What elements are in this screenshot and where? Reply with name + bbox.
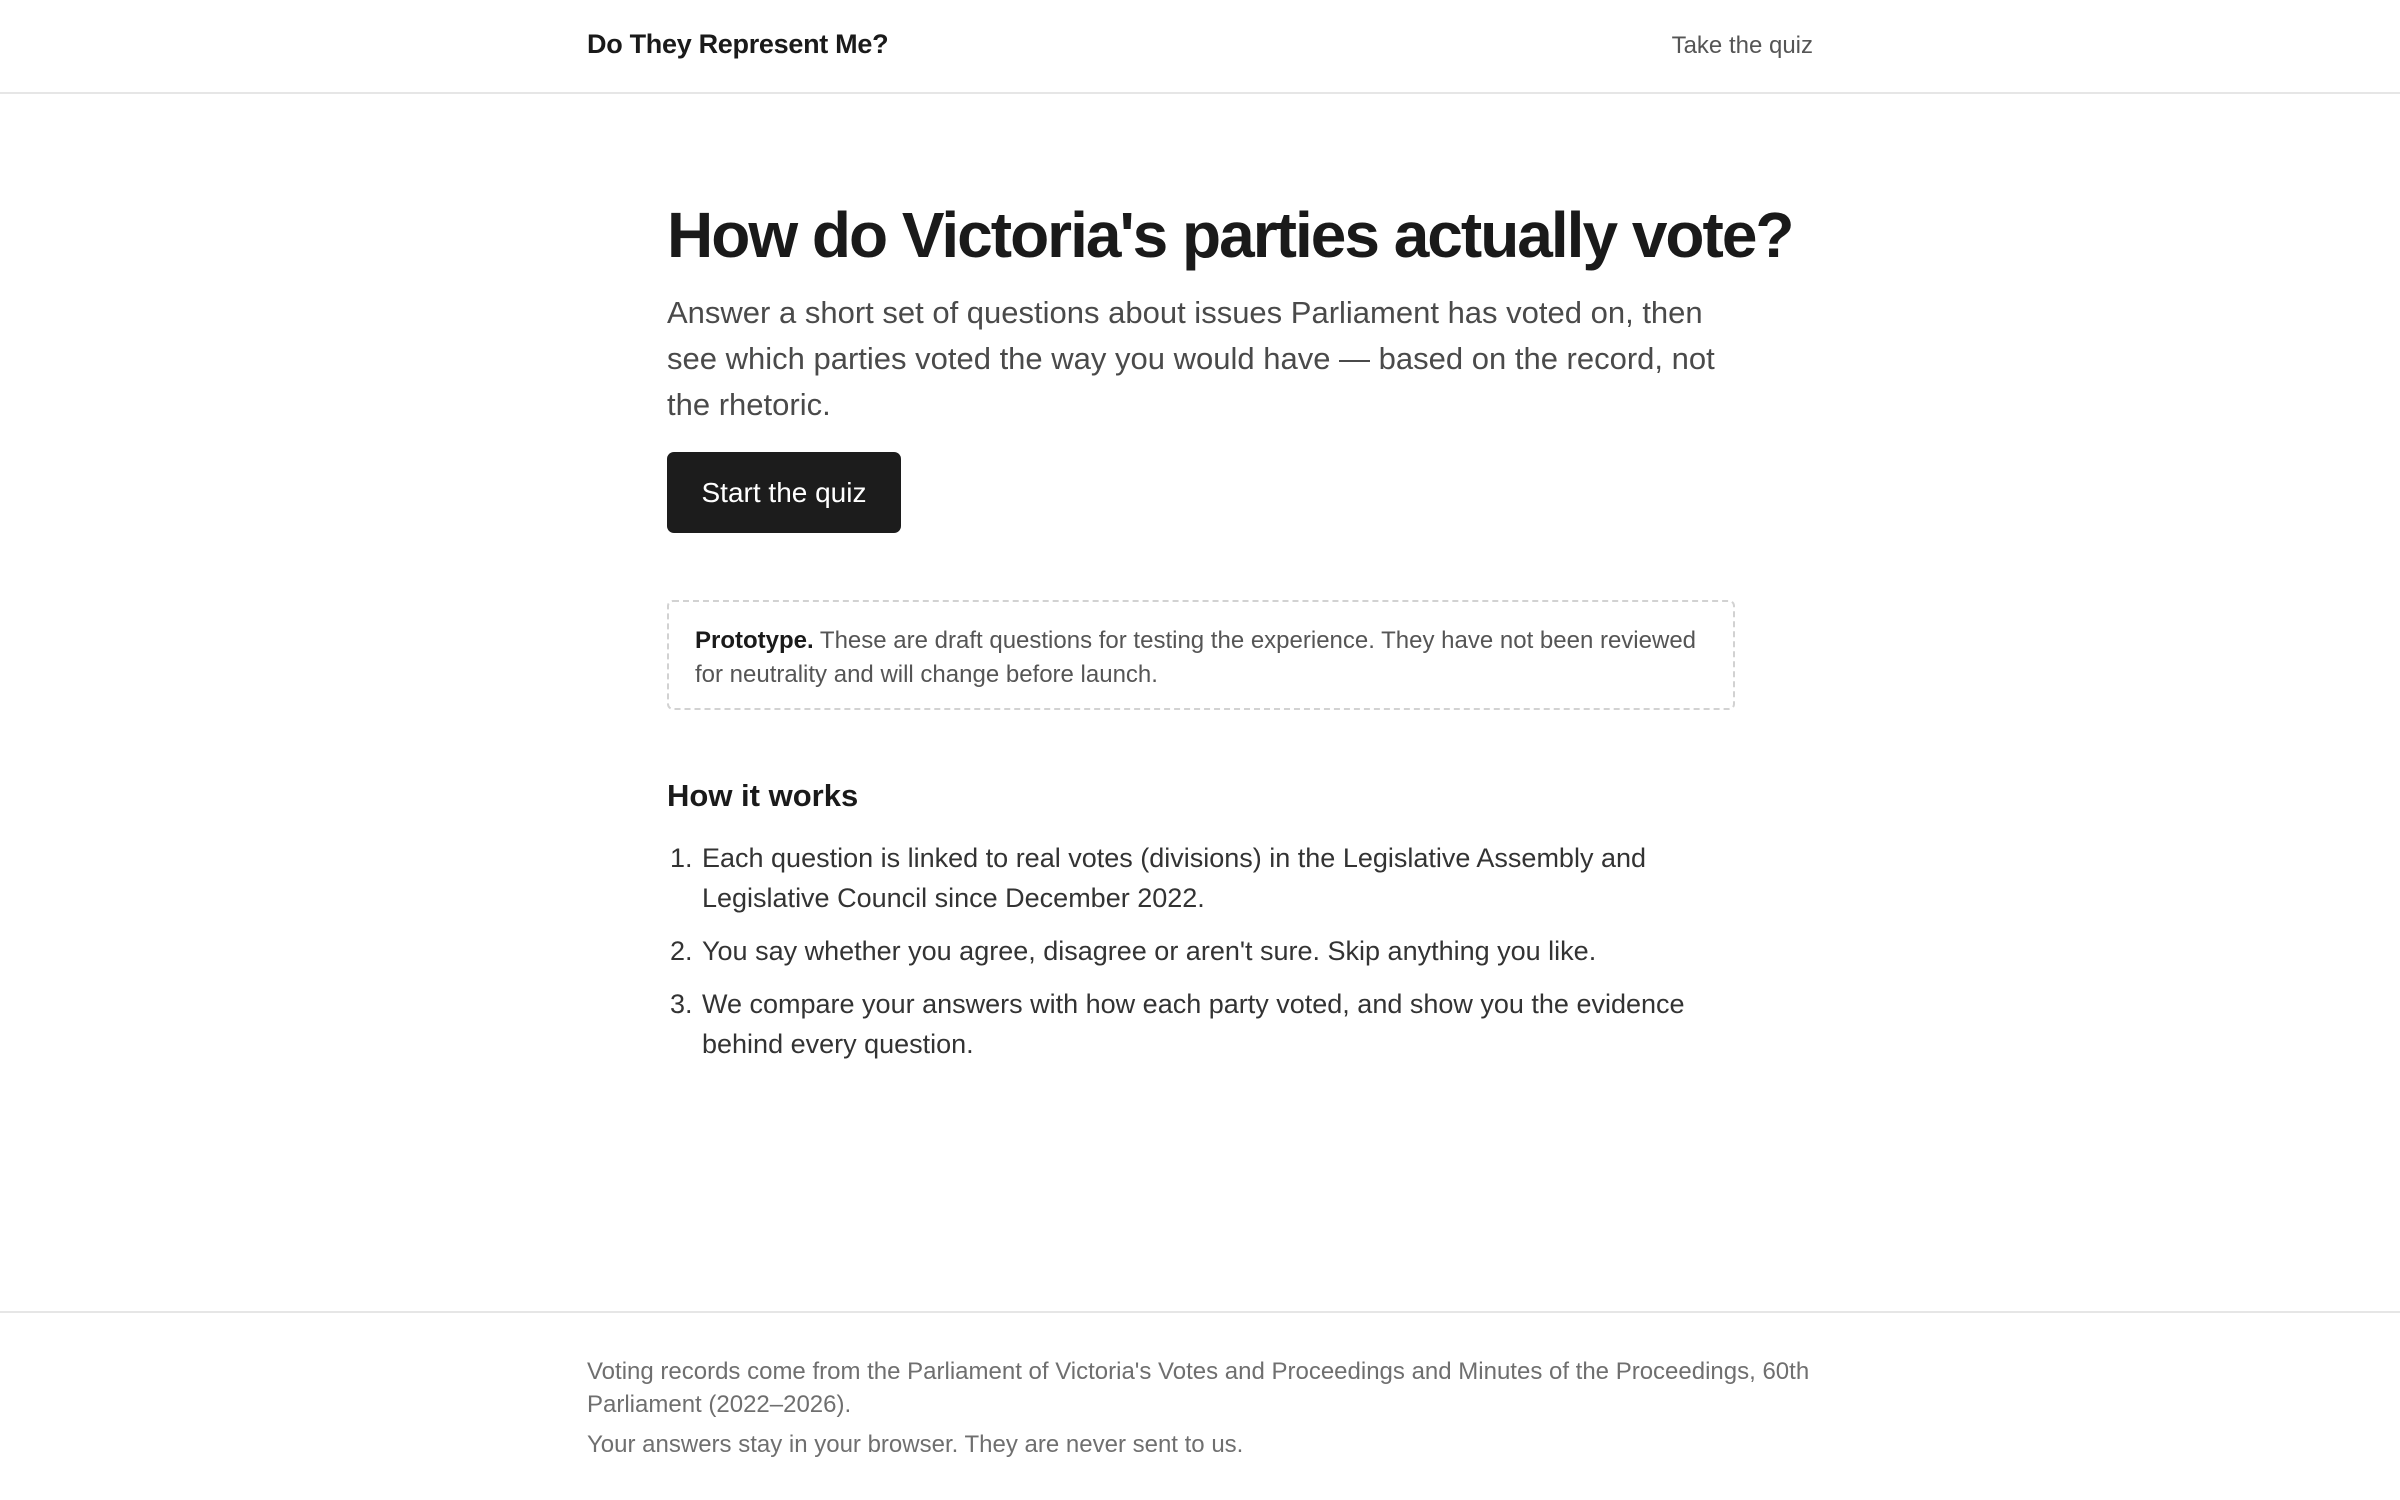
how-it-works-steps: [667, 838, 1735, 1064]
step-item: 3. We compare your answers with how each party voted, and show you the evidence behind every question.: [700, 984, 1735, 1064]
prototype-notice: [667, 600, 1735, 710]
main-content: [667, 190, 1793, 1077]
intro-text: Answer a short set of questions about issues Parliament has voted on, then see which parties voted the way you would have — based on the record, not the rhetoric.: [667, 295, 1715, 422]
site-brand-link[interactable]: Do They Represent Me?: [587, 29, 889, 59]
prototype-text: These are draft questions for testing the experience. They have not been reviewed for neutrality and will change before launch.: [695, 627, 1697, 688]
footer-content: [587, 1355, 1813, 1461]
privacy-note: Your answers stay in your browser. They are never sent to us.: [587, 1431, 1244, 1458]
data-source-note: Voting records come from the Parliament of Victoria's Votes and Proceedings and Minutes of the Proceedings, 60th Parliament (2022–2026).: [587, 1358, 1810, 1418]
site-header: [0, 0, 2400, 94]
site-footer: [0, 1311, 2400, 1500]
take-quiz-nav-link[interactable]: Take the quiz: [1671, 32, 1813, 59]
start-quiz-button[interactable]: Start the quiz: [667, 452, 901, 533]
how-it-works-heading: How it works: [667, 778, 859, 813]
prototype-label: Prototype.: [695, 627, 814, 654]
page-title: How do Victoria's parties actually vote?: [667, 199, 1793, 271]
step-item: 1. Each question is linked to real votes (divisions) in the Legislative Assembly and Legislative Council since December 2022.: [700, 838, 1735, 918]
step-item: 2. You say whether you agree, disagree or aren't sure. Skip anything you like.: [700, 931, 1735, 971]
